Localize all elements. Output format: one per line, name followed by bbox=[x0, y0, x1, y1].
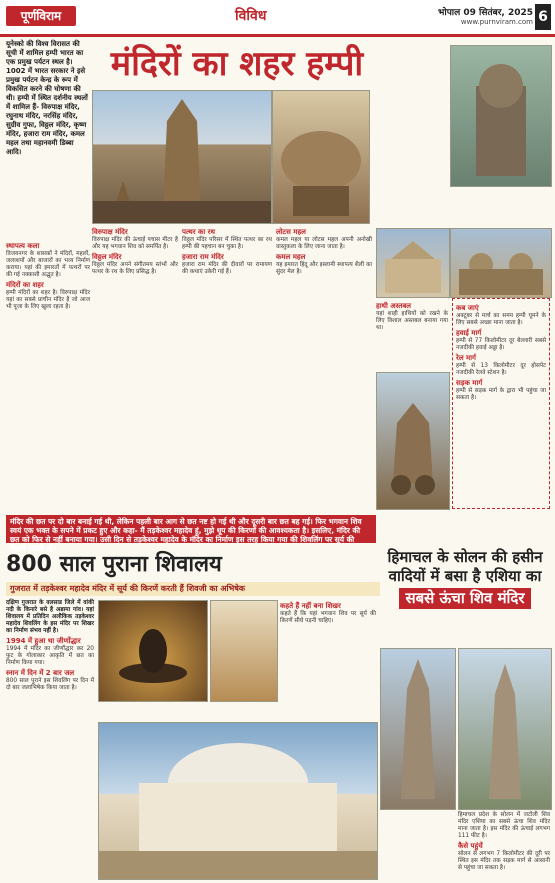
subheading: विरुपाक्ष मंदिर bbox=[92, 228, 128, 236]
subheading: कमल महल bbox=[276, 253, 306, 261]
subheading: हवाई मार्ग bbox=[456, 329, 482, 337]
subheading: कहते हैं नहीं बना शिखर bbox=[280, 602, 341, 610]
pull-quote-banner: मंदिर की छत पर दो बार बनाई गई थी, लेकिन पहली बार आग से छत नष्ट हो गई थी और दूसरी बार छत बह गई। फिर भगवान शिव स्वयं एक भक्त के सपने में प्रकट हुए और कहा- मैं तड़केश्वर महादेव हूं, मुझे धूप की किरणों की आवश्यकता है। इसलिए, मंदिर की छत को फिर से नहीं बनाया गया। उसी दिन से तड़केश्वर महादेव के मंदिर का निर्माण इस तरह किया गया की शिवलिंग पर सूर्य की किरणें गिरती रहें। bbox=[6, 515, 376, 543]
paragraph: हजारा राम मंदिर की दीवारों पर रामायण की कथाएं उकेरी गई हैं। bbox=[182, 262, 272, 275]
palace-icon bbox=[377, 229, 449, 297]
jatoli-temple-photo bbox=[380, 648, 456, 810]
boulder-temple-photo bbox=[272, 90, 370, 224]
paragraph: विरुपाक्ष मंदिर की ऊंचाई पचास मीटर है और यह भगवान शिव को समर्पित है। bbox=[92, 237, 178, 250]
paragraph: अक्टूबर से मार्च का समय हम्पी घूमने के लिए सबसे अच्छा माना जाता है। bbox=[456, 313, 546, 326]
paragraph: सोलन से लगभग 7 किलोमीटर की दूरी पर स्थित इस मंदिर तक सड़क मार्ग से आसानी से पहुंचा जा सकता है। bbox=[458, 851, 550, 871]
paragraph: हिमाचल प्रदेश के सोलन में जटोली शिव मंदिर एशिया का सबसे ऊंचा शिव मंदिर माना जाता है। इस मंदिर की ऊंचाई लगभग 111 फीट है। bbox=[458, 812, 550, 839]
elephant-stable-photo bbox=[450, 228, 552, 298]
subheading: मंदिरों का शहर bbox=[6, 281, 44, 289]
subheading: 1994 में हुआ था जीर्णोद्धार bbox=[6, 637, 81, 645]
paragraph: विठ्ठल मंदिर अपने संगीतमय स्तंभों और पत्थर के रथ के लिए प्रसिद्ध है। bbox=[92, 262, 178, 275]
himachal-title bbox=[380, 548, 550, 644]
dome-icon bbox=[451, 229, 551, 297]
subheading: कैसे पहुंचें bbox=[458, 842, 483, 850]
paragraph: 800 साल पुराने इस शिवलिंग पर दिन में दो बार जलाभिषेक किया जाता है। bbox=[6, 678, 94, 691]
rock-icon bbox=[273, 91, 369, 223]
newspaper-logo: पूर्णविराम bbox=[6, 6, 76, 26]
subheading: स्थापत्य कला bbox=[6, 242, 40, 250]
subheading: कब जाएं bbox=[456, 304, 479, 312]
subheading: स्नान में दिन में 2 बार जल bbox=[6, 669, 75, 677]
travel-info-box bbox=[452, 298, 550, 509]
masthead bbox=[0, 0, 555, 37]
shivling-icon bbox=[99, 601, 207, 701]
subheading: हाथी अस्तबल bbox=[376, 302, 412, 310]
paragraph: कमल महल या लोटस महल अपनी अनोखी वास्तुकला के लिए जाना जाता है। bbox=[276, 237, 372, 250]
paragraph: 1994 में मंदिर का जीर्णोद्धार कर 20 फुट के गोलाकार आकृति में छत का निर्माण किया गया। bbox=[6, 646, 94, 666]
hampi-column-5 bbox=[376, 300, 448, 370]
himachal-title-line2: सबसे ऊंचा शिव मंदिर bbox=[399, 588, 530, 609]
subheading: पत्थर का रथ bbox=[182, 228, 216, 236]
paragraph: यहां शाही हाथियों को रखने के लिए विशाल अस्तबल बनाया गया था। bbox=[376, 311, 448, 331]
paragraph: कहते हैं कि यहां भगवान शिव पर सूर्य की किरणें सीधे पड़नी चाहिए। bbox=[280, 611, 376, 624]
temple-silhouette-icon bbox=[93, 91, 271, 223]
hampi-column-2 bbox=[92, 226, 178, 510]
lotus-mahal-photo bbox=[376, 228, 450, 298]
shivalay-column-1 bbox=[6, 600, 94, 878]
shivling-photo bbox=[98, 600, 208, 702]
hampi-column-4 bbox=[276, 226, 372, 510]
hampi-temple-photo bbox=[92, 90, 272, 224]
hampi-title: मंदिरों का शहर हम्पी bbox=[110, 44, 364, 84]
dateline: भोपाल 09 सितंबर, 2025 bbox=[438, 8, 533, 18]
paragraph: विठ्ठल मंदिर परिसर में स्थित पत्थर का रथ हम्पी की पहचान बन चुका है। bbox=[182, 237, 272, 250]
paragraph: हम्पी से सड़क मार्ग के द्वारा भी पहुंचा जा सकता है। bbox=[456, 388, 546, 401]
shivalay-title: 800 साल पुराना शिवालय bbox=[6, 552, 222, 577]
chariot-icon bbox=[377, 373, 449, 509]
jatoli-temple-side-photo bbox=[458, 648, 552, 810]
subheading: रेल मार्ग bbox=[456, 354, 476, 362]
shivalay-column-2 bbox=[280, 600, 376, 720]
hampi-lead: यूनेस्को की विश्व विरासत की सूची में शामिल हम्पी भारत का एक प्रमुख पर्यटन स्थल है। 1002 में भारत सरकार ने इसे प्रमुख पर्यटन केन्द्र के रूप में विकसित करने की घोषणा की थी। हम्पी में स्थित दर्शनीय स्थलों में शामिल हैं- विरुपाक्ष मंदिर, रघुनाथ मंदिर, नरसिंह मंदिर, सुग्रीव गुफा, विठ्ठल मंदिर, कृष्ण मंदिर, हजारा राम मंदिर, कमल महल तथा महानवमी डिब्बा आदि। bbox=[6, 40, 88, 156]
hampi-column-1 bbox=[6, 240, 90, 510]
paragraph: यह इमारत हिंदू और इस्लामी स्थापत्य शैली का सुंदर मेल है। bbox=[276, 262, 372, 275]
paragraph: हम्पी से 13 किलोमीटर दूर होसपेट नजदीकी रेलवे स्टेशन है। bbox=[456, 363, 546, 376]
website-link[interactable]: www.purnviram.com bbox=[460, 18, 533, 26]
page-number: 6 bbox=[535, 4, 551, 30]
himachal-text bbox=[458, 812, 550, 878]
temple-interior-photo bbox=[210, 600, 278, 702]
himachal-title-line1: हिमाचल के सोलन की हसीन वादियों में बसा है एशिया का bbox=[387, 548, 543, 585]
shivalay-subtitle: गुजरात में तड़केश्वर महादेव मंदिर में सूर्य की किरणें करती हैं शिवजी का अभिषेक bbox=[6, 582, 380, 596]
paragraph: विजयनगर के शासकों ने मंदिरों, महलों, जलाशयों और बाजारों का भव्य निर्माण कराया। यहां की इमारतों में पत्थरों पर की गई नक्काशी अद्भुत है। bbox=[6, 251, 90, 278]
subheading: विठ्ठल मंदिर bbox=[92, 253, 122, 261]
subheading: लोटस महल bbox=[276, 228, 306, 236]
paragraph: हम्पी मंदिरों का शहर है। विरुपाक्ष मंदिर यहां का सबसे प्राचीन मंदिर है जो आज भी पूजा के लिए खुला रहता है। bbox=[6, 290, 90, 310]
subheading: सड़क मार्ग bbox=[456, 379, 483, 387]
hampi-column-3 bbox=[182, 226, 272, 510]
lead-paragraph: दक्षिण गुजरात के वलसाड जिले में वांकी नदी के किनारे बसे है अब्रामा गांव। यहां शिवालय में प्रतिदिन अलौकिक तड़केश्वर महादेव शिवलिंग के इस मंदिर पर शिखर का निर्माण संभव नहीं है। bbox=[6, 600, 94, 634]
tower-icon bbox=[459, 649, 551, 809]
shikhara-icon bbox=[381, 649, 455, 809]
paragraph: हम्पी से 77 किलोमीटर दूर बेल्लारी सबसे नजदीकी हवाई अड्डा है। bbox=[456, 338, 546, 351]
section-title: विविध bbox=[235, 8, 267, 24]
temple-dome-icon bbox=[99, 723, 377, 879]
statue-icon bbox=[451, 46, 551, 186]
stone-chariot-photo bbox=[376, 372, 450, 510]
tadkeshwar-temple-photo bbox=[98, 722, 378, 880]
narasimha-statue-photo bbox=[450, 45, 552, 187]
subheading: हजारा राम मंदिर bbox=[182, 253, 224, 261]
